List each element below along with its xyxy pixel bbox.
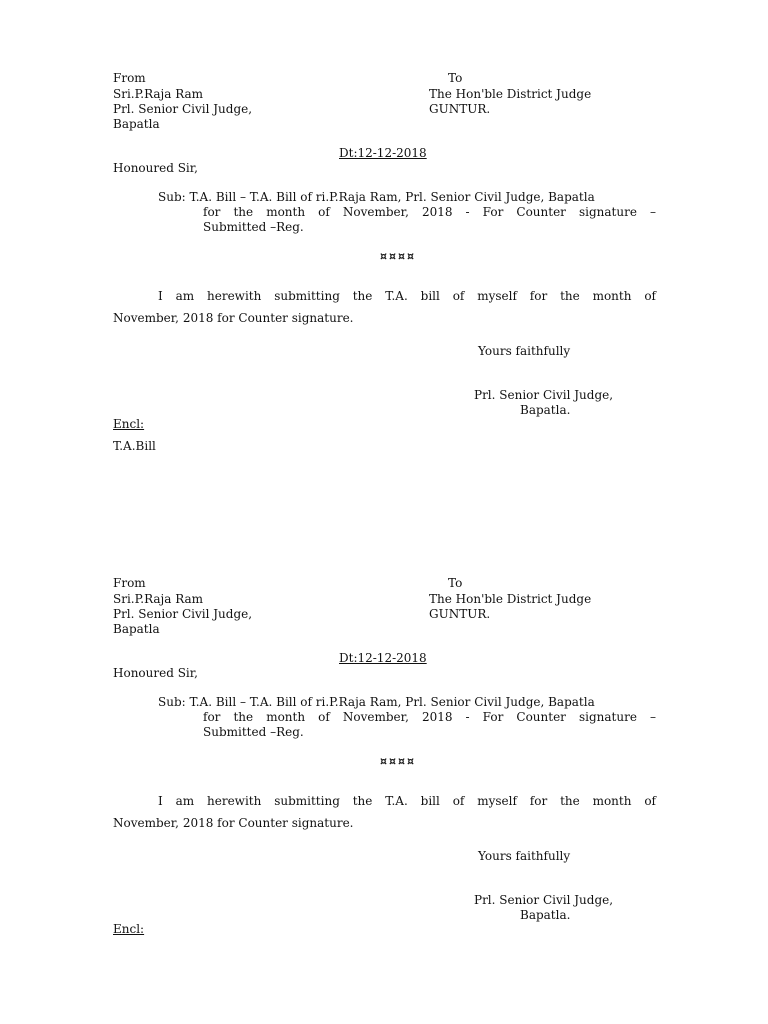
signatory-place: Bapatla. xyxy=(520,403,571,417)
signatory-designation: Prl. Senior Civil Judge, xyxy=(474,388,614,402)
subject-line: Sub: T.A. Bill – T.A. Bill of ri.P.Raja Ram, Prl. Senior Civil Judge, Bapatla xyxy=(158,190,595,204)
closing: Yours faithfully xyxy=(478,849,571,863)
sender-place: Bapatla xyxy=(113,622,160,636)
subject-line: Sub: T.A. Bill – T.A. Bill of ri.P.Raja Ram, Prl. Senior Civil Judge, Bapatla xyxy=(158,695,595,709)
recipient-name: The Hon'ble District Judge xyxy=(429,87,592,101)
from-label: From xyxy=(113,576,146,590)
sender-place: Bapatla xyxy=(113,117,160,131)
letter-1 xyxy=(0,0,768,480)
sender-designation: Prl. Senior Civil Judge, xyxy=(113,607,253,621)
recipient-place: GUNTUR. xyxy=(429,607,491,621)
from-label: From xyxy=(113,71,146,85)
body-line: November, 2018 for Counter signature. xyxy=(113,816,354,830)
subject-line: for the month of November, 2018 - For Counter signature – xyxy=(203,205,656,219)
letter-date: Dt:12-12-2018 xyxy=(339,146,427,160)
body-line: November, 2018 for Counter signature. xyxy=(113,311,354,325)
subject xyxy=(158,190,656,235)
sender-name: Sri.P.Raja Ram xyxy=(113,592,204,606)
to-label: To xyxy=(448,71,463,85)
recipient-name: The Hon'ble District Judge xyxy=(429,592,592,606)
subject xyxy=(158,695,656,740)
subject-line: for the month of November, 2018 - For Counter signature – xyxy=(203,710,656,724)
body-line: I am herewith submitting the T.A. bill of myself for the month of xyxy=(158,794,656,808)
separator-marks: ¤¤¤¤ xyxy=(380,755,416,768)
enclosure-label: Encl: xyxy=(113,922,145,936)
salutation: Honoured Sir, xyxy=(113,666,198,680)
letter-date: Dt:12-12-2018 xyxy=(339,651,427,665)
closing: Yours faithfully xyxy=(478,344,571,358)
separator-marks: ¤¤¤¤ xyxy=(380,250,416,263)
recipient-address xyxy=(429,592,591,622)
sender-name: Sri.P.Raja Ram xyxy=(113,87,204,101)
recipient-address xyxy=(429,87,591,117)
enclosure-label: Encl: xyxy=(113,417,145,431)
letter-2 xyxy=(0,505,768,985)
signatory-place: Bapatla. xyxy=(520,908,571,922)
subject-line: Submitted –Reg. xyxy=(203,725,304,739)
recipient-place: GUNTUR. xyxy=(429,102,491,116)
salutation: Honoured Sir, xyxy=(113,161,198,175)
body-line: I am herewith submitting the T.A. bill of myself for the month of xyxy=(158,289,656,303)
enclosure-item: T.A.Bill xyxy=(113,439,156,453)
sender-designation: Prl. Senior Civil Judge, xyxy=(113,102,253,116)
sender-address xyxy=(113,87,252,132)
sender-address xyxy=(113,592,252,637)
subject-line: Submitted –Reg. xyxy=(203,220,304,234)
body-paragraph xyxy=(113,285,656,329)
to-label: To xyxy=(448,576,463,590)
signatory-designation: Prl. Senior Civil Judge, xyxy=(474,893,614,907)
body-paragraph xyxy=(113,790,656,834)
